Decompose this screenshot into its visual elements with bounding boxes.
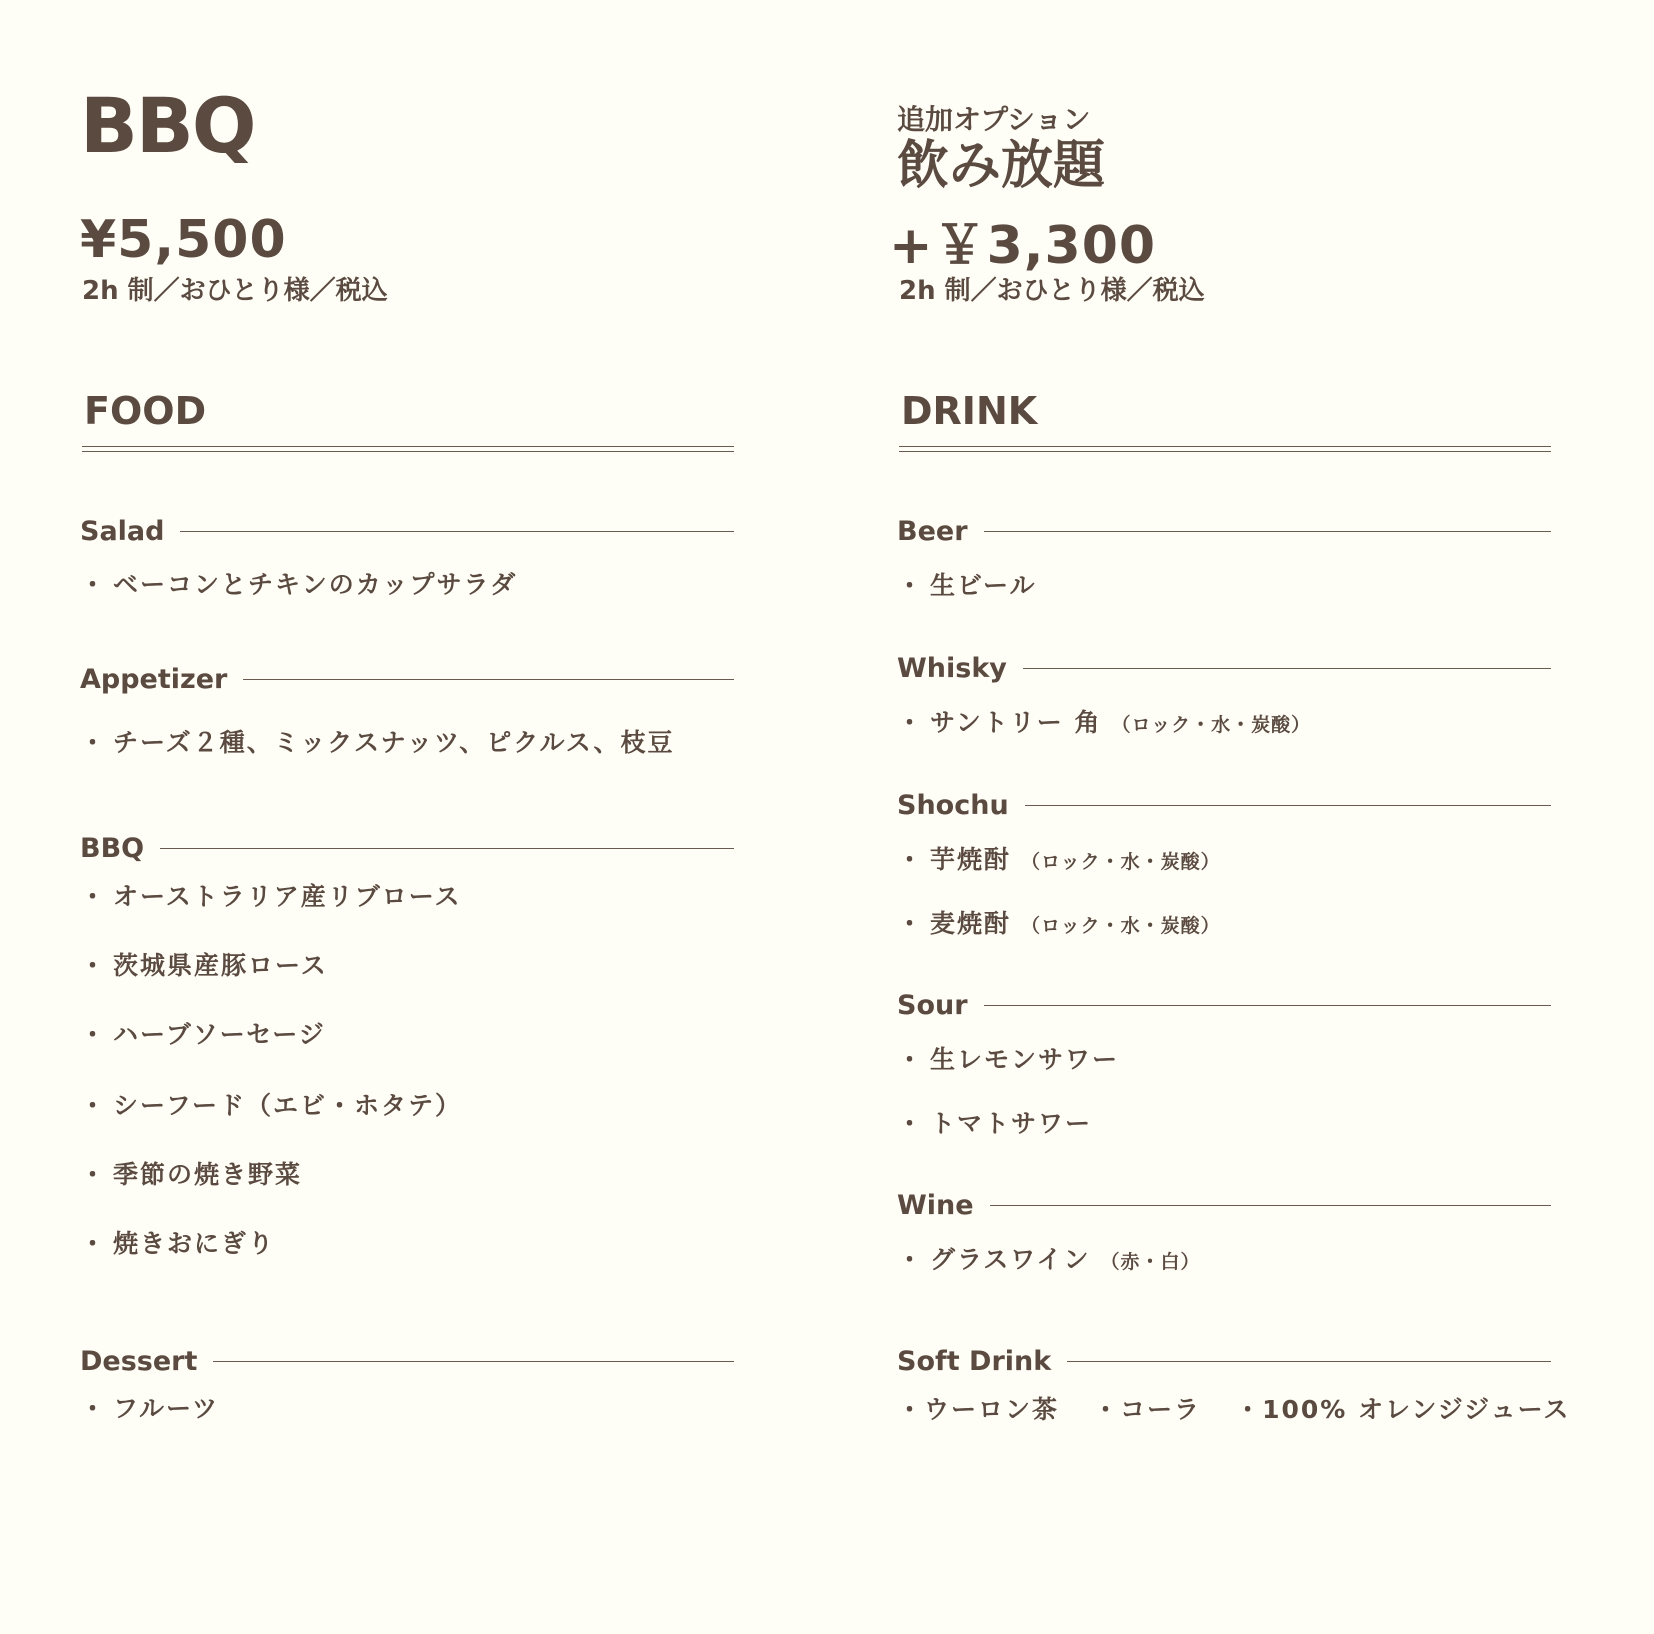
food-section-title: FOOD (84, 389, 207, 433)
bullet: ・ (897, 571, 925, 600)
category-label: Dessert (80, 1345, 198, 1377)
menu-item (80, 572, 517, 597)
category-divider (213, 1361, 734, 1362)
bullet: ・ (80, 951, 108, 980)
item-note: （赤・白） (1100, 1251, 1201, 1273)
category-divider (984, 1005, 1551, 1006)
bullet: ・ (897, 1395, 925, 1424)
menu-item (80, 730, 675, 755)
bullet: ・ (80, 570, 108, 599)
item-label: 麦焼酎 (930, 909, 1012, 938)
bullet: ・ (897, 909, 925, 938)
category-soft-drink (897, 1346, 1551, 1376)
category-divider (243, 679, 734, 680)
item-label: シーフード（エビ・ホタテ） (113, 1091, 463, 1120)
category-label: Whisky (897, 652, 1007, 684)
item-label: 100% オレンジジュース (1262, 1395, 1571, 1424)
category-label: Salad (80, 515, 165, 547)
item-label: 季節の焼き野菜 (113, 1160, 303, 1189)
category-shochu (897, 790, 1551, 820)
food-section-divider (82, 446, 734, 452)
drink-section-title: DRINK (901, 389, 1038, 433)
bullet: ・ (897, 708, 925, 737)
option-label: 追加オプション (897, 103, 1091, 136)
bullet: ・ (1093, 1395, 1121, 1424)
menu-item (80, 1162, 302, 1187)
category-beer (897, 516, 1551, 546)
category-dessert (80, 1346, 734, 1376)
plan-terms: 2h 制／おひとり様／税込 (899, 276, 1205, 306)
item-note: （ロック・水・炭酸） (1021, 915, 1221, 937)
category-label: BBQ (80, 832, 145, 864)
menu-item (897, 573, 1037, 598)
category-label: Appetizer (80, 663, 228, 695)
bullet: ・ (80, 1020, 108, 1049)
item-label: 芋焼酎 (930, 845, 1012, 874)
category-divider (1025, 805, 1551, 806)
category-bbq (80, 833, 734, 863)
menu-item (897, 911, 1221, 936)
item-note: （ロック・水・炭酸） (1021, 851, 1221, 873)
category-divider (180, 531, 734, 532)
bullet: ・ (897, 1045, 925, 1074)
bullet: ・ (897, 1245, 925, 1274)
category-divider (990, 1205, 1551, 1206)
category-divider (160, 848, 734, 849)
item-label: ベーコンとチキンのカップサラダ (113, 570, 518, 599)
plan-title: BBQ (80, 81, 255, 170)
item-label: 生レモンサワー (930, 1045, 1120, 1074)
item-label: トマトサワー (930, 1109, 1093, 1138)
item-label: サントリー 角 (930, 708, 1102, 737)
plan-terms: 2h 制／おひとり様／税込 (82, 276, 388, 306)
plan-price: +￥3,300 (889, 216, 1157, 276)
menu-item (1093, 1397, 1201, 1422)
item-label: チーズ２種、ミックスナッツ、ピクルス、枝豆 (113, 728, 675, 757)
category-salad (80, 516, 734, 546)
menu-item (80, 1093, 462, 1118)
soft-drink-list (897, 1397, 1570, 1422)
item-label: ハーブソーセージ (113, 1020, 326, 1049)
category-label: Wine (897, 1189, 974, 1221)
menu-item (80, 884, 462, 909)
category-wine (897, 1190, 1551, 1220)
menu-item (897, 1047, 1119, 1072)
category-divider (1067, 1361, 1551, 1362)
bullet: ・ (80, 1091, 108, 1120)
menu-item (897, 847, 1221, 872)
bullet: ・ (1235, 1395, 1263, 1424)
bullet: ・ (897, 845, 925, 874)
drink-section-divider (899, 446, 1551, 452)
bullet: ・ (80, 1229, 108, 1258)
category-label: Shochu (897, 789, 1009, 821)
item-label: オーストラリア産リブロース (113, 882, 462, 911)
menu-item (897, 1111, 1092, 1136)
bullet: ・ (80, 1160, 108, 1189)
plan-price: ¥5,500 (80, 210, 287, 270)
category-appetizer (80, 664, 734, 694)
item-label: 焼きおにぎり (113, 1229, 276, 1258)
category-divider (984, 531, 1551, 532)
item-label: グラスワイン (930, 1245, 1091, 1274)
category-label: Sour (897, 989, 968, 1021)
menu-item (80, 1022, 326, 1047)
plan-title: 飲み放題 (897, 136, 1106, 196)
item-label: 茨城県産豚ロース (113, 951, 328, 980)
bullet: ・ (80, 1394, 108, 1423)
category-divider (1023, 668, 1551, 669)
menu-item (1235, 1397, 1570, 1422)
item-label: 生ビール (930, 571, 1037, 600)
bullet: ・ (80, 882, 108, 911)
menu-item (897, 710, 1311, 735)
menu-item (80, 1231, 275, 1256)
menu-item (80, 1396, 219, 1421)
bullet: ・ (897, 1109, 925, 1138)
item-label: コーラ (1120, 1395, 1202, 1424)
item-label: フルーツ (113, 1394, 220, 1423)
menu-item (897, 1397, 1059, 1422)
menu-item (897, 1247, 1201, 1272)
category-label: Beer (897, 515, 968, 547)
item-label: ウーロン茶 (924, 1395, 1060, 1424)
menu-item (80, 953, 328, 978)
category-sour (897, 990, 1551, 1020)
bullet: ・ (80, 728, 108, 757)
category-label: Soft Drink (897, 1345, 1052, 1377)
category-whisky (897, 653, 1551, 683)
item-note: （ロック・水・炭酸） (1111, 714, 1312, 736)
